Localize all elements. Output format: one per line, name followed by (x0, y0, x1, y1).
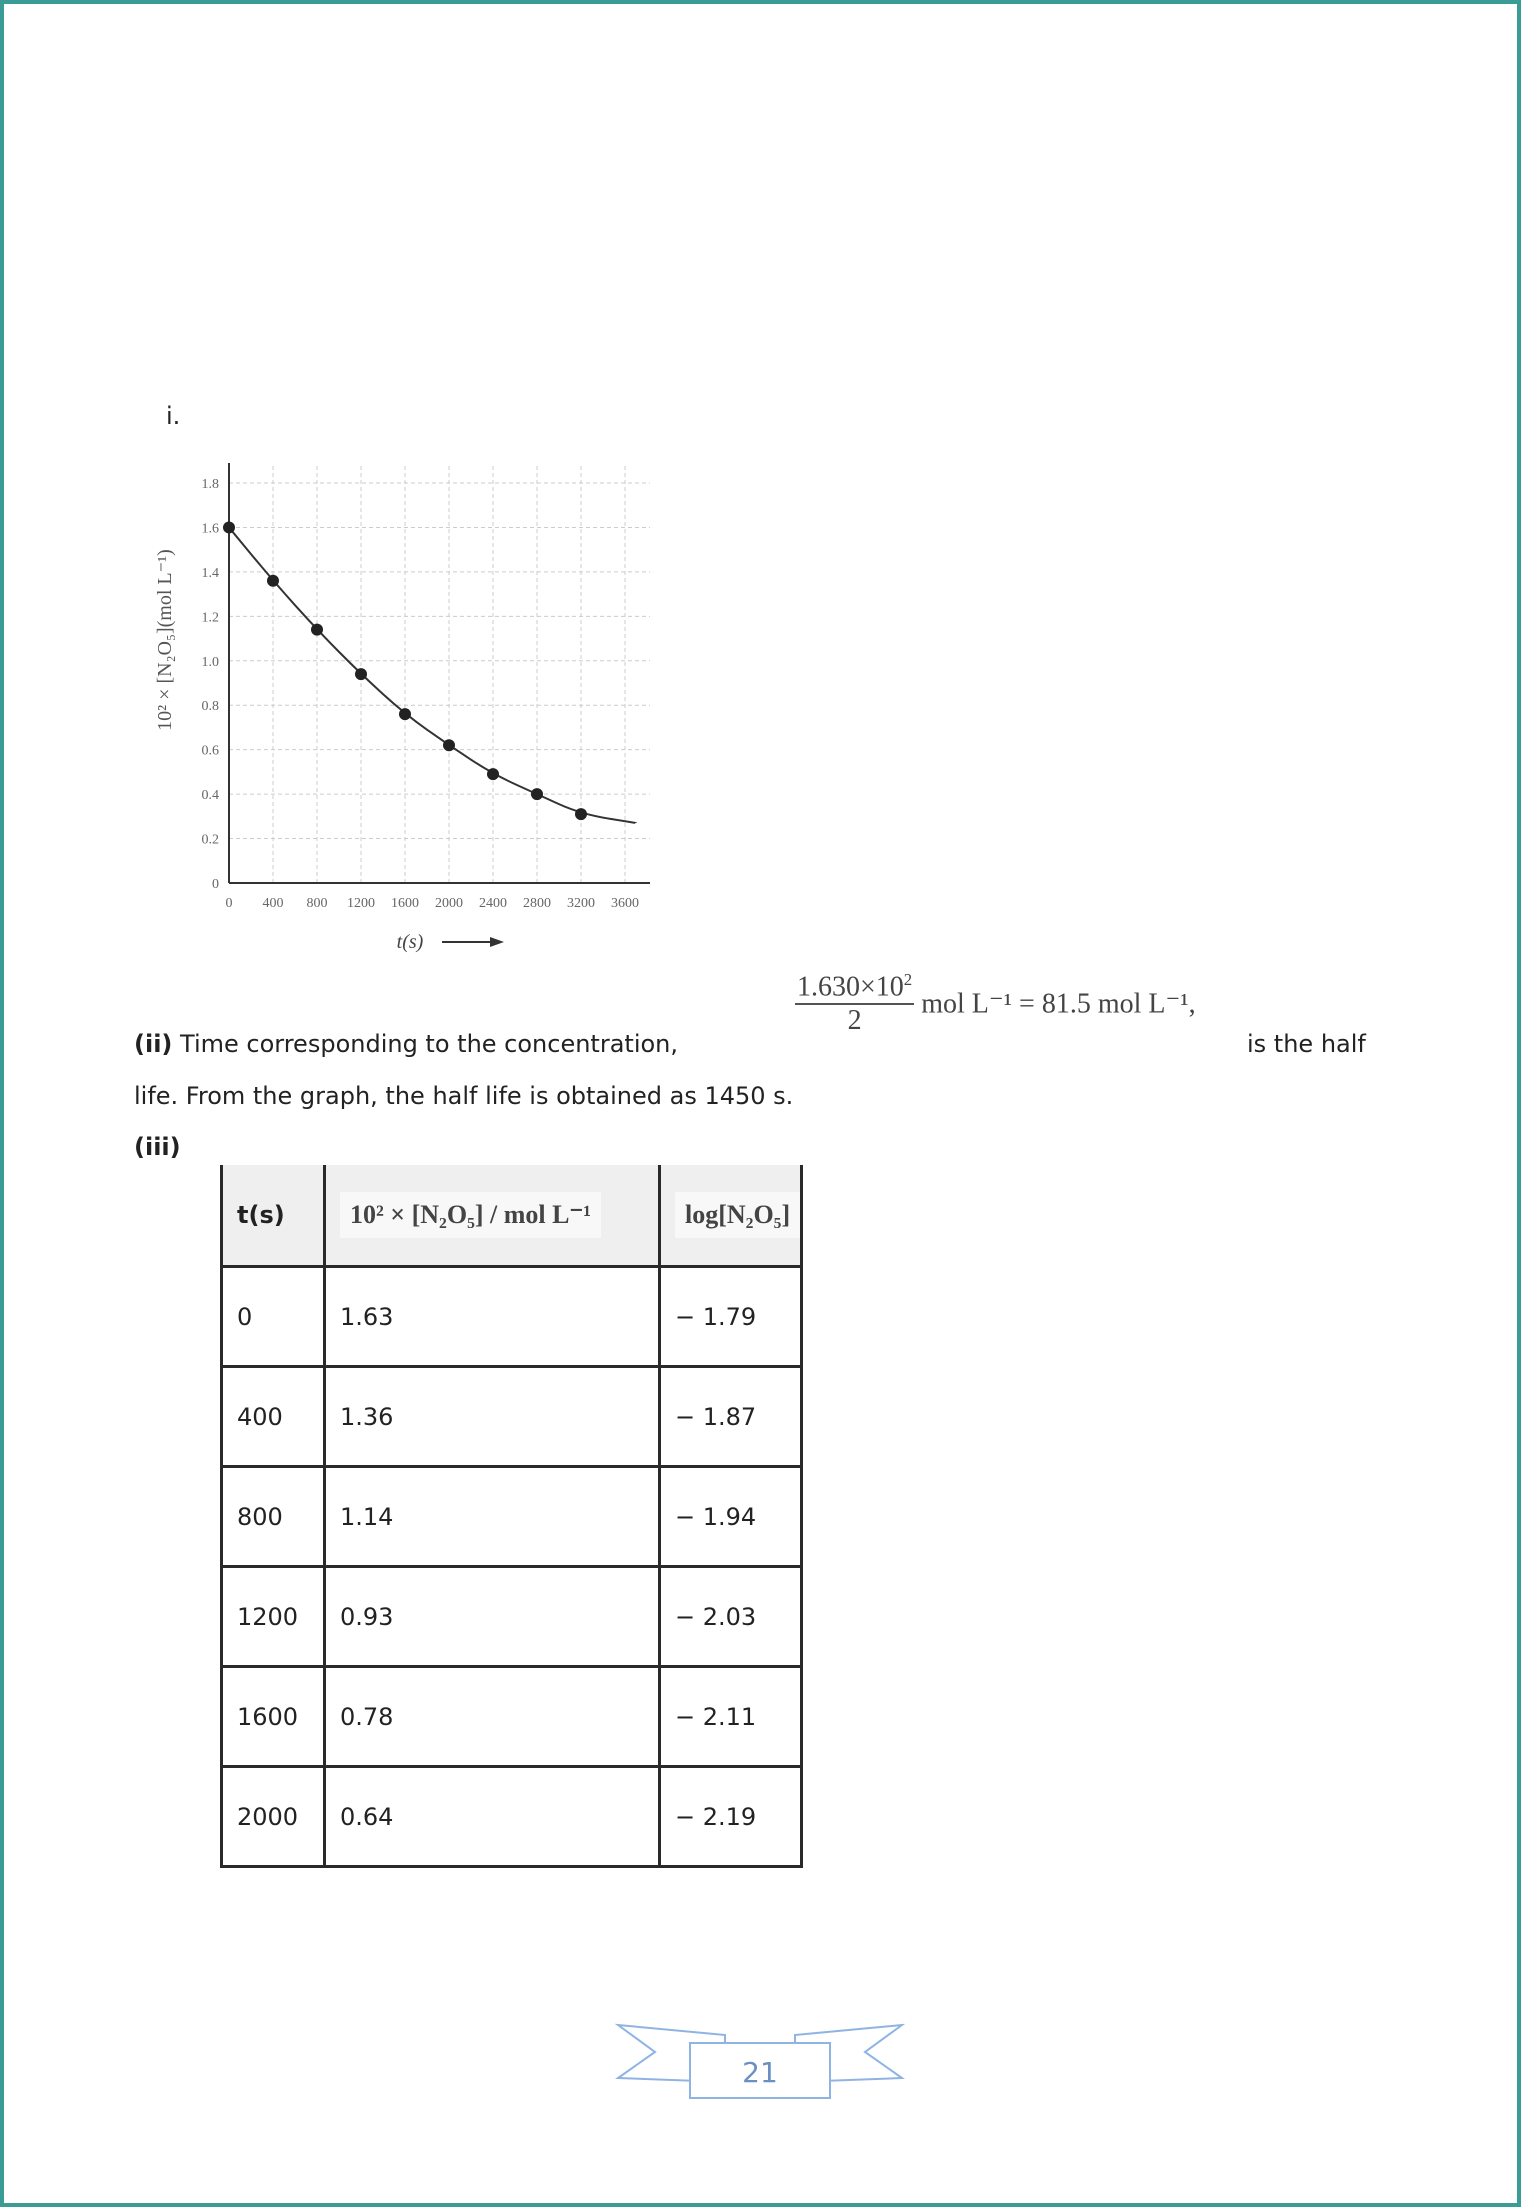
chart-grid (229, 465, 650, 883)
table-row (222, 1767, 802, 1867)
y-tick-label: 1.6 (201, 521, 219, 537)
part-ii-text: Time corresponding to the concentration, (180, 1030, 679, 1058)
cell-log: − 2.11 (660, 1667, 802, 1767)
cell-concentration: 1.36 (325, 1367, 660, 1467)
table-row (222, 1267, 802, 1367)
cell-time: 400 (222, 1367, 325, 1467)
part-iii-label: (iii) (134, 1133, 181, 1161)
header-concentration: 10² × [N₂O₅] / mol L⁻¹ (325, 1165, 660, 1267)
x-tick-label: 800 (306, 896, 328, 911)
y-tick-label: 1.0 (201, 654, 219, 670)
y-axis-label: 10² × [N₂O₅](mol L⁻¹) (154, 549, 176, 731)
cell-concentration: 0.64 (325, 1767, 660, 1867)
cell-log: − 2.03 (660, 1567, 802, 1667)
cell-time: 800 (222, 1467, 325, 1567)
data-table (220, 1165, 803, 1868)
cell-time: 2000 (222, 1767, 325, 1867)
half-concentration-formula (795, 970, 1196, 1037)
data-point (267, 575, 279, 587)
chart-axes (229, 463, 650, 883)
y-tick-label: 1.4 (201, 565, 219, 581)
cell-time: 0 (222, 1267, 325, 1367)
page-number: 21 (742, 2056, 778, 2089)
x-axis-label: t(s) (396, 931, 424, 953)
part-ii-text-after: is the half (1247, 1030, 1366, 1058)
y-tick-label: 0.2 (201, 832, 219, 848)
part-ii-line2: life. From the graph, the half life is obtained as 1450 s. (134, 1082, 794, 1110)
y-tick-label: 0 (212, 877, 219, 892)
header-time: t(s) (222, 1165, 325, 1267)
x-axis-arrow-icon (442, 937, 504, 947)
cell-log: − 1.79 (660, 1267, 802, 1367)
cell-concentration: 0.78 (325, 1667, 660, 1767)
y-tick-label: 1.2 (201, 610, 219, 626)
part-ii-line1 (134, 1030, 678, 1058)
cell-time: 1200 (222, 1567, 325, 1667)
formula-numerator: 1.630×10 (797, 971, 904, 1003)
x-tick-label: 400 (262, 896, 284, 911)
cell-concentration: 1.14 (325, 1467, 660, 1567)
cell-log: − 1.87 (660, 1367, 802, 1467)
data-point (355, 668, 367, 680)
table-header-row (222, 1165, 802, 1267)
x-tick-label: 2400 (479, 896, 507, 911)
x-tick-label: 1600 (391, 896, 419, 911)
concentration-time-chart (140, 440, 680, 960)
x-tick-label: 2800 (523, 896, 551, 911)
data-point (575, 808, 587, 820)
formula-denominator: 2 (847, 1005, 862, 1037)
y-tick-label: 0.6 (201, 743, 219, 759)
table-row (222, 1367, 802, 1467)
table-row (222, 1467, 802, 1567)
part-i-label: i. (166, 402, 181, 430)
y-tick-label: 1.8 (201, 477, 219, 492)
x-tick-label: 1200 (347, 896, 375, 911)
x-tick-label: 3600 (611, 896, 639, 911)
data-point (223, 521, 235, 533)
cell-log: − 1.94 (660, 1467, 802, 1567)
formula-exponent: 2 (903, 970, 913, 989)
data-point (311, 624, 323, 636)
cell-concentration: 1.63 (325, 1267, 660, 1367)
x-tick-label: 0 (225, 896, 233, 911)
data-point (399, 708, 411, 720)
data-point (443, 739, 455, 751)
page-number-ribbon (615, 2020, 905, 2110)
data-point (531, 788, 543, 800)
cell-time: 1600 (222, 1667, 325, 1767)
part-ii-label: (ii) (134, 1030, 173, 1058)
data-point (487, 768, 499, 780)
table-row (222, 1567, 802, 1667)
chart-tick-labels (202, 477, 640, 911)
x-tick-label: 2000 (435, 896, 463, 911)
y-tick-label: 0.8 (201, 699, 219, 715)
formula-rest: mol L⁻¹ = 81.5 mol L⁻¹, (921, 988, 1196, 1020)
cell-concentration: 0.93 (325, 1567, 660, 1667)
table-row (222, 1667, 802, 1767)
y-tick-label: 0.4 (201, 788, 219, 804)
header-log: log[N₂O₅] (660, 1165, 802, 1267)
x-tick-label: 3200 (567, 896, 595, 911)
cell-log: − 2.19 (660, 1767, 802, 1867)
